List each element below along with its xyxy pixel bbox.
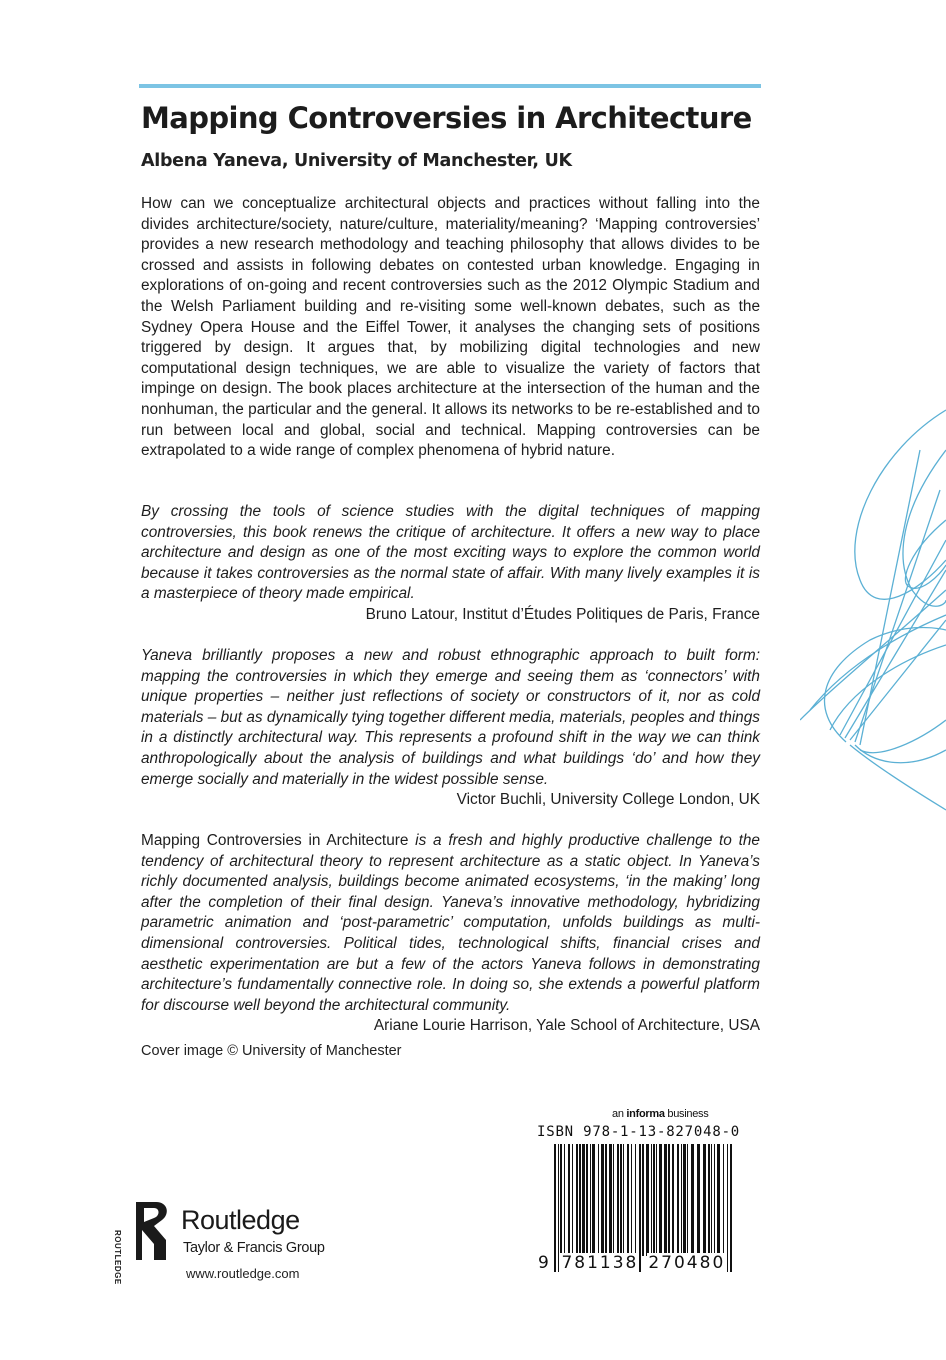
- barcode-bar: [668, 1144, 670, 1256]
- barcode-bar: [677, 1144, 679, 1256]
- barcode-bar: [651, 1144, 652, 1256]
- barcode-bar: [627, 1144, 629, 1256]
- blurb-paragraph: How can we conceptualize architectural objects and practices without falling into the divides architecture/society, nature/culture, materiality/meaning? ‘Mapping controversies’ provides a new research methodology and teaching philosophy that allows divides to be crossed and assists in following debates on contested urban knowledge. Engaging in explorations of on-going and recent controversies such as the 2012 Olympic Stadium and the Welsh Parliament building and re-visiting some well-known debates, such as the Sydney Opera House and the Eiffel Tower, it analyses the changing sets of positions triggered by design. It argues that, by mobilizing digital technologies and new computational design techniques, we are able to visualize the variety of factors that impinge on design. The book places architecture at the intersection of the human and the nonhuman, the particular and the general. It allows its networks to be re-established and to run between local and global, social and technical. Mapping controversies can be extrapolated to a wide range of complex phenomena of hybrid nature.: [141, 195, 760, 460]
- barcode-bar: [617, 1144, 619, 1256]
- review-1-attribution: Bruno Latour, Institut d’Études Politiques de Paris, France: [365, 605, 760, 623]
- barcode-bar: [723, 1144, 724, 1256]
- barcode-bar: [605, 1144, 607, 1256]
- review-2: [141, 646, 760, 811]
- barcode-bar: [579, 1144, 581, 1256]
- barcode-bar: [631, 1144, 632, 1256]
- barcode-bar: [568, 1144, 570, 1256]
- barcode-bar: [592, 1144, 595, 1256]
- barcode-digits: [537, 1253, 737, 1273]
- review-3-quote-paragraph: [141, 831, 760, 1016]
- informa-suffix: business: [667, 1108, 709, 1120]
- barcode-bar: [609, 1144, 612, 1256]
- barcode-bar: [703, 1144, 706, 1256]
- barcode-bar: [683, 1144, 686, 1256]
- barcode-bar: [653, 1144, 655, 1256]
- barcode-bar: [590, 1144, 591, 1256]
- barcode-bar: [672, 1144, 674, 1256]
- publisher-name: Routledge: [181, 1205, 300, 1235]
- barcode-bar: [642, 1144, 644, 1256]
- publisher-group: Taylor & Francis Group: [183, 1240, 325, 1256]
- routledge-logo-icon: [132, 1200, 172, 1262]
- logo-side-text: ROUTLEDGE: [113, 1230, 122, 1285]
- barcode-bar: [717, 1144, 720, 1256]
- book-author: Albena Yaneva, University of Manchester, UK: [141, 151, 572, 171]
- barcode-bar: [635, 1144, 636, 1256]
- barcode-bar: [664, 1144, 667, 1256]
- review-1-quote: By crossing the tools of science studies with the digital techniques of mapping controversies, this book renews the critique of architecture. It offers a new way to place architecture and design as one of the most exciting ways to explore the common world because it takes controversies as the normal state of affair. With many lively examples it is a masterpiece of theory made empirical.: [141, 503, 760, 603]
- review-3-book-title: Mapping Controversies in Architecture: [141, 832, 409, 849]
- barcode-bar: [659, 1144, 662, 1256]
- review-1: [141, 502, 760, 626]
- barcode-bar: [560, 1144, 562, 1256]
- barcode-bar: [687, 1144, 688, 1256]
- barcode-bar: [576, 1144, 578, 1256]
- publisher-website[interactable]: www.routledge.com: [186, 1266, 300, 1281]
- barcode-bar: [708, 1144, 710, 1256]
- barcode-digit-first: 9: [538, 1253, 550, 1273]
- barcode-bar: [564, 1144, 565, 1256]
- barcode-bar: [681, 1144, 682, 1256]
- top-accent-rule: [139, 84, 761, 88]
- barcode-bar: [714, 1144, 715, 1256]
- network-illustration: [800, 390, 946, 830]
- informa-prefix: an: [612, 1108, 624, 1120]
- review-2-quote: Yaneva brilliantly proposes a new and robust ethnographic approach to built form: mapping the controversies in which they emerge and seeing them as ‘connectors’ with unique properties – neither just reflections of society or constructors of it, nor as cold materials – but as dynamically tying together different media, materials, peoples and things in a distinctly architectural way. This represents a profound shift in the way we can think anthropologically about the analysis of buildings and what buildings ‘do’ and how they emerge socially and materially in the widest possible sense.: [141, 647, 760, 788]
- barcode-digits-right: 270480: [648, 1253, 726, 1273]
- barcode-bar: [601, 1144, 604, 1256]
- barcode-bar: [582, 1144, 585, 1256]
- barcode-bar: [598, 1144, 599, 1256]
- barcode-bar: [697, 1144, 700, 1256]
- barcode-digits-left: 781138: [561, 1253, 639, 1273]
- barcode-bar: [586, 1144, 588, 1256]
- barcode-bar: [620, 1144, 622, 1256]
- barcode-bar: [656, 1144, 657, 1256]
- barcode-bar: [691, 1144, 694, 1256]
- barcode-bar: [613, 1144, 614, 1256]
- review-2-attribution: Victor Buchli, University College London, UK: [456, 791, 760, 809]
- informa-brand: informa: [626, 1108, 665, 1120]
- barcode-bar: [646, 1144, 649, 1256]
- isbn-label: ISBN 978-1-13-827048-0: [537, 1124, 741, 1140]
- review-3-quote: is a fresh and highly productive challenge to the tendency of architectural theory to represent architecture as a static object. In Yaneva’s richly documented analysis, buildings become animated ecosystems, ‘in the making’ long after the completion of their final design. Yaneva’s innovative methodology, hybridizing parametric animation and ‘post-parametric’ computation, unfolds buildings as multi-dimensional controversies. Political tides, technological shifts, financial crises and aesthetic experimentation are but a few of the actors Yaneva follows in demonstrating architecture’s fundamentally connective role. In doing so, she extends a powerful platform for discourse well beyond the architectural community.: [141, 832, 760, 1014]
- book-title: Mapping Controversies in Architecture: [141, 101, 752, 135]
- cover-credit: Cover image © University of Manchester: [141, 1043, 402, 1059]
- blurb-block: [141, 194, 760, 462]
- barcode-bar: [572, 1144, 573, 1256]
- barcode-bar: [623, 1144, 624, 1256]
- barcode-bar: [711, 1144, 712, 1256]
- review-3-attribution: Ariane Lourie Harrison, Yale School of Architecture, USA: [373, 1017, 760, 1035]
- review-3: [141, 831, 760, 1037]
- informa-business-label: [612, 1108, 708, 1120]
